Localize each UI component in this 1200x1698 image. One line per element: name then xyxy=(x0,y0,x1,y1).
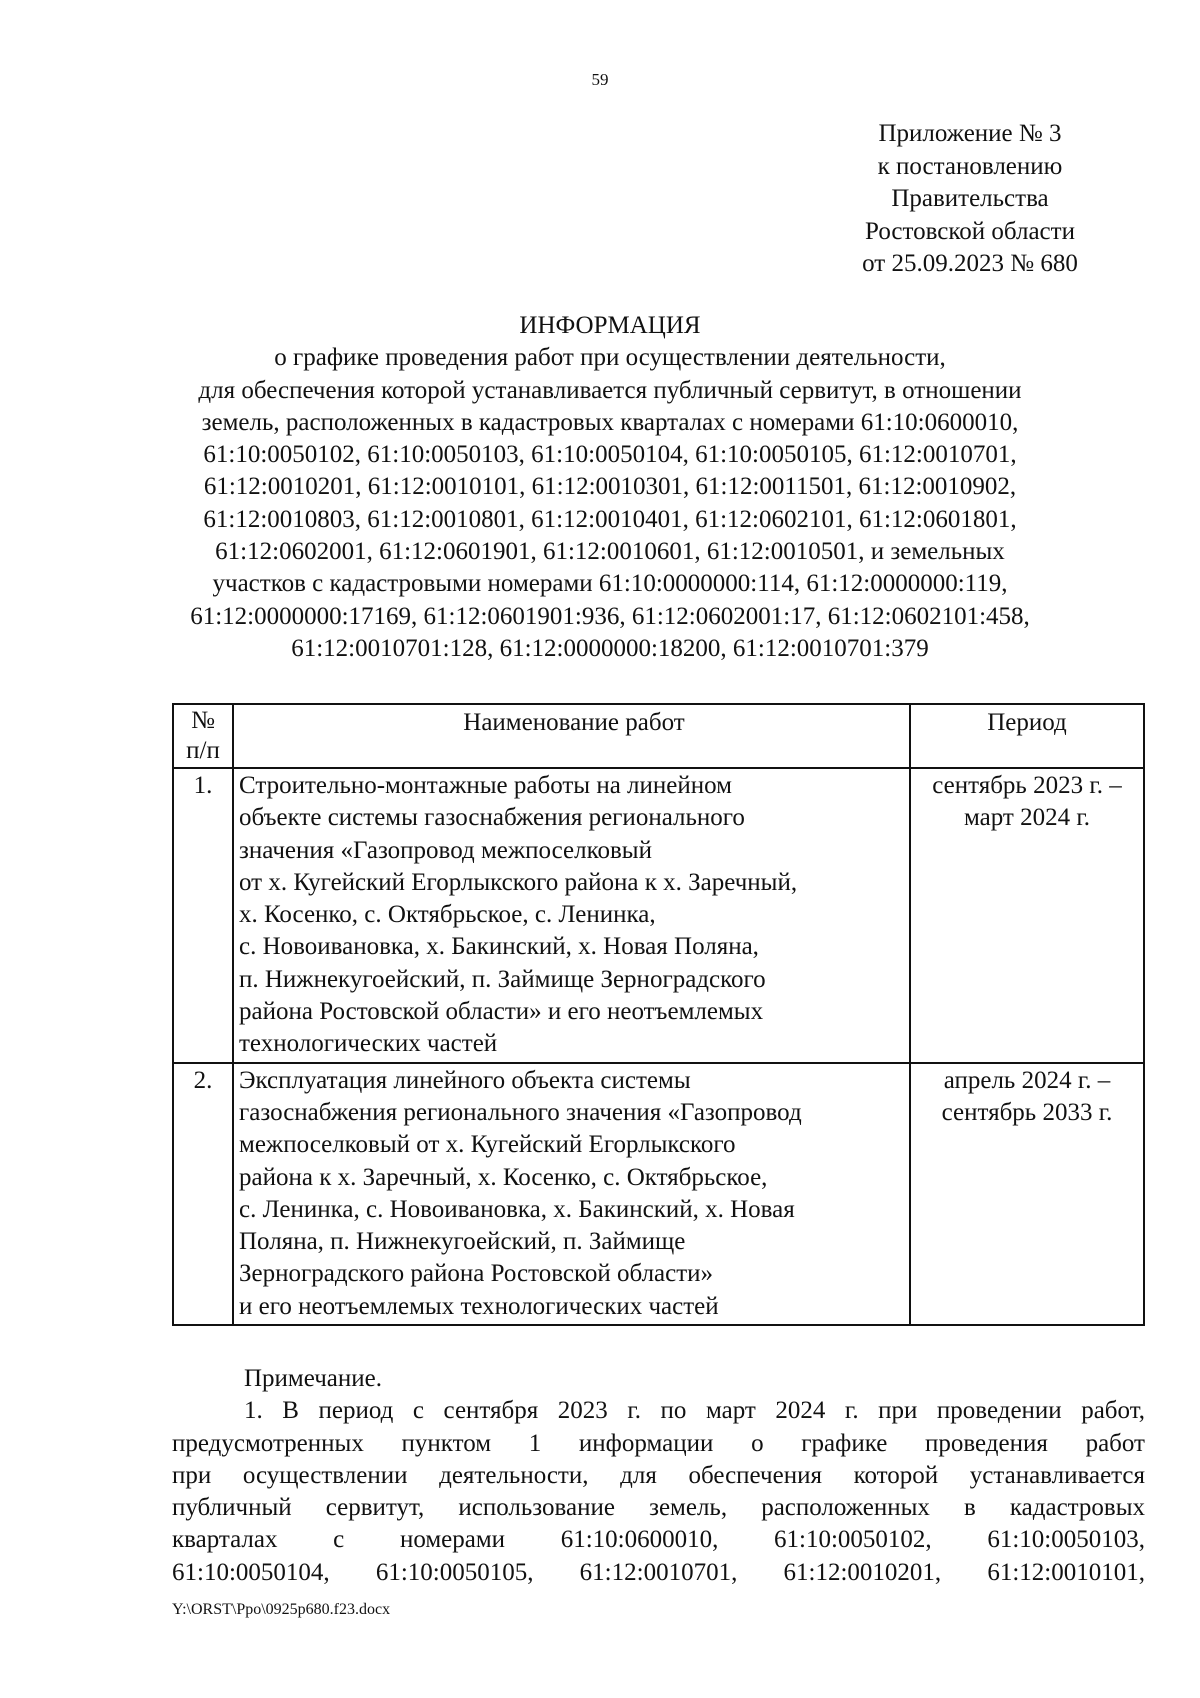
table-row xyxy=(173,768,1144,1063)
period-line: апрель 2024 г. – xyxy=(943,1066,1111,1094)
title-line: о графике проведения работ при осуществлении деятельности, xyxy=(274,344,946,372)
header-number-line1: № xyxy=(191,707,215,734)
title-line: 61:10:0050102, 61:10:0050103, 61:10:0050104, 61:10:0050105, 61:12:0010701, xyxy=(203,441,1017,469)
header-number xyxy=(173,704,233,768)
work-name-line: с. Новоивановка, х. Бакинский, х. Новая Поляна, xyxy=(239,933,759,961)
work-name-line: п. Нижнекугоейский, п. Займище Зерноградского xyxy=(239,965,766,993)
period-line: март 2024 г. xyxy=(963,804,1091,832)
work-name-line: с. Ленинка, с. Новоивановка, х. Бакинский, х. Новая xyxy=(239,1195,795,1223)
period-line: сентябрь 2033 г. xyxy=(941,1098,1113,1126)
title-line: 61:12:0000000:17169, 61:12:0601901:936, 61:12:0602001:17, 61:12:0602101:458, xyxy=(190,602,1030,630)
work-name-line: района к х. Заречный, х. Косенко, с. Октябрьское, xyxy=(239,1163,768,1191)
note-line: при осуществлении деятельности, для обеспечения которой устанавливается xyxy=(172,1461,1145,1489)
period-cell xyxy=(910,1063,1144,1325)
row-number: 2. xyxy=(173,1063,233,1325)
note-line: предусмотренных пунктом 1 информации о графике проведения работ xyxy=(172,1429,1145,1457)
note-line: публичный сервитут, использование земель, расположенных в кадастровых xyxy=(172,1494,1145,1522)
note-title: Примечание. xyxy=(244,1365,383,1392)
work-name-line: технологических частей xyxy=(239,1030,498,1058)
period-line: сентябрь 2023 г. – xyxy=(932,772,1122,799)
title-line: 61:12:0010701:128, 61:12:0000000:18200, 61:12:0010701:379 xyxy=(291,634,929,662)
title-line: участков с кадастровыми номерами 61:10:0000000:114, 61:12:0000000:119, xyxy=(212,570,1008,598)
footer-file-path: Y:\ORST\Ppo\0925p680.f23.docx xyxy=(172,1601,391,1618)
work-name-line: межпоселковый от х. Кугейский Егорлыкского xyxy=(239,1131,736,1159)
title-heading: ИНФОРМАЦИЯ xyxy=(519,312,701,339)
header-work-name xyxy=(233,704,910,768)
work-name-line: Эксплуатация линейного объекта системы xyxy=(239,1066,691,1094)
period-cell xyxy=(910,768,1144,1063)
note-line: 61:10:0050104, 61:10:0050105, 61:12:0010701, 61:12:0010201, 61:12:0010101, xyxy=(172,1558,1145,1586)
header-period-text: Период xyxy=(987,709,1067,736)
table-row xyxy=(173,1063,1144,1325)
document-title xyxy=(170,310,1050,665)
header-work-name-text: Наименование работ xyxy=(463,709,685,736)
title-line: для обеспечения которой устанавливается публичный сервитут, в отношении xyxy=(198,376,1022,404)
page-number: 59 xyxy=(591,70,609,89)
note-line: 1. В период с сентября 2023 г. по март 2024 г. при проведении работ, xyxy=(244,1397,1145,1425)
work-name-line: х. Косенко, с. Октябрьское, с. Ленинка, xyxy=(239,901,656,929)
work-name-line: и его неотъемлемых технологических частей xyxy=(239,1292,719,1320)
title-line: 61:12:0010201, 61:12:0010101, 61:12:0010301, 61:12:0011501, 61:12:0010902, xyxy=(203,473,1017,501)
appendix-line: Ростовской области xyxy=(865,217,1075,245)
work-name-line: значения «Газопровод межпоселковый xyxy=(239,836,652,864)
appendix-line: Правительства xyxy=(891,185,1049,212)
work-name-cell xyxy=(233,768,910,1063)
note-section xyxy=(172,1363,1145,1589)
appendix-line: к постановлению xyxy=(877,152,1063,180)
title-line: земель, расположенных в кадастровых кварталах с номерами 61:10:0600010, xyxy=(201,408,1019,436)
work-name-line: Зерноградского района Ростовской области» xyxy=(239,1260,714,1288)
note-line: кварталах с номерами 61:10:0600010, 61:10:0050102, 61:10:0050103, xyxy=(172,1526,1145,1554)
work-name-line: Поляна, п. Нижнекугоейский, п. Займище xyxy=(239,1228,686,1256)
title-line: 61:12:0010803, 61:12:0010801, 61:12:0010401, 61:12:0602101, 61:12:0601801, xyxy=(203,505,1017,533)
appendix-line: от 25.09.2023 № 680 xyxy=(862,250,1078,277)
header-period xyxy=(910,704,1144,768)
appendix-line: Приложение № 3 xyxy=(878,120,1062,147)
work-name-line: объекте системы газоснабжения регионального xyxy=(239,804,745,832)
row-number: 1. xyxy=(173,768,233,1063)
work-name-line: Строительно-монтажные работы на линейном xyxy=(239,772,732,799)
work-name-line: газоснабжения регионального значения «Газопровод xyxy=(239,1098,802,1126)
work-name-line: района Ростовской области» и его неотъемлемых xyxy=(239,998,764,1026)
title-line: 61:12:0602001, 61:12:0601901, 61:12:0010601, 61:12:0010501, и земельных xyxy=(215,538,1005,566)
work-name-cell xyxy=(233,1063,910,1325)
header-number-line2: п/п xyxy=(186,737,220,764)
table-header-row xyxy=(173,704,1144,768)
work-name-line: от х. Кугейский Егорлыкского района к х. Заречный, xyxy=(239,868,798,896)
works-schedule-table xyxy=(172,703,1145,1326)
appendix-block xyxy=(820,118,1120,281)
